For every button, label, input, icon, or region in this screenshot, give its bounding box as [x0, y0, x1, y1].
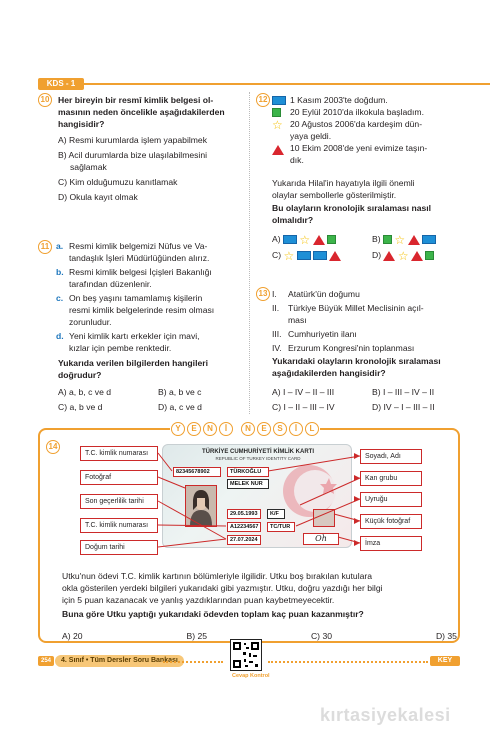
q12-option-a[interactable]: A) ☆ [272, 233, 372, 245]
left-label-1: T.C. kimlik numarası [80, 446, 158, 461]
q14-option-d[interactable]: D) 35 [435, 631, 457, 641]
banner-char: E [187, 422, 201, 436]
q12-event-4: 10 Ekim 2008'de yeni evimize taşın- dık. [272, 142, 472, 166]
qr-code-icon[interactable] [230, 639, 262, 671]
q11-option-a[interactable]: A) a, b, c ve d [58, 387, 112, 397]
q12-intro: Yukarıda Hilal'in hayatıyla ilgili önemli olaylar sembollerle gösterilmiştir. [272, 178, 415, 200]
banner-char: E [257, 422, 271, 436]
q13-option-d[interactable]: D) IV – I – III – II [372, 402, 435, 412]
question-number-13: 13 [256, 287, 270, 301]
section-tag: KDS - 1 [38, 78, 84, 90]
q10-option-d[interactable]: D) Okula kayıt olmak [58, 192, 138, 202]
q12-event-1: 1 Kasım 2003'te doğdum. [272, 94, 472, 106]
banner-char: Y [171, 422, 185, 436]
left-label-3: Son geçerlilik tarihi [80, 494, 158, 509]
q13-item-1: I. Atatürk'ün doğumu [272, 289, 360, 299]
q12-event-3: ☆ 20 Ağustos 2006'da kardeşim dün- yaya geldi. [272, 117, 423, 141]
q14-text: Utku'nun ödevi T.C. kimlik kartının bölümleriyle ilgilidir. Utku boş bırakılan kutulara oklа gösterilen yerdeki bilgileri yukarıdaki gibi yazmıştır. Utku, doğru yazdığı her bilgi için 5 puan kazanacak ve yanlış yazdıklarından puan kaybetmeyecektir. [62, 571, 383, 605]
q12-option-c[interactable]: C) ☆ [272, 249, 372, 261]
q14-option-a[interactable]: A) 20 [62, 631, 83, 641]
q14-option-b[interactable]: B) 25 [186, 631, 208, 641]
q13-item-2: II. Türkiye Büyük Millet Meclisinin açıl- ması [272, 303, 424, 325]
card-sex: K/F [267, 509, 285, 519]
card-subtitle: REPUBLIC OF TURKEY IDENTITY CARD [215, 456, 301, 461]
q10-option-b-cont: sağlamak [70, 162, 107, 172]
qr-label: Cevap Kontrol [232, 673, 270, 679]
right-label-2: Kan grubu [360, 471, 422, 486]
q13-option-a[interactable]: A) I – IV – II – III [272, 387, 335, 397]
q10-option-a[interactable]: A) Resmi kurumlarda işlem yapabilmek [58, 135, 208, 145]
left-label-5: Doğum tarihi [80, 540, 158, 555]
footer-dots-left [163, 661, 223, 663]
q13-question: Yukarıdaki olayların kronolojik sıralaması aşağıdakilerden hangisidir? [272, 356, 441, 378]
q14-question: Buna göre Utku yaptığı yukarıdaki ödevden toplam kaç puan kazanmıştır? [62, 609, 364, 619]
q11-option-d[interactable]: D) a, c ve d [158, 402, 202, 412]
q11-item-c: c. On beş yaşını tamamlamış kişilerin resmi kimlik belgelerinde resim olması zorunludur. [56, 293, 215, 327]
book-title: 4. Sınıf • Tüm Dersler Soru Bankası [55, 655, 184, 667]
star-icon: ☆ [283, 248, 295, 263]
right-label-4: Küçük fotoğraf [360, 514, 422, 529]
star-icon: ☆ [394, 232, 406, 247]
card-serial: A12234567 [227, 522, 261, 532]
question-number-11: 11 [38, 240, 52, 254]
q14-option-c[interactable]: C) 30 [310, 631, 332, 641]
q11-option-b[interactable]: B) a, b ve c [158, 387, 202, 397]
right-label-1: Soyadı, Adı [360, 449, 422, 464]
banner-char: N [203, 422, 217, 436]
card-name: MELEK NUR [227, 479, 269, 489]
footer-dots-right [268, 661, 428, 663]
card-surname: TÜRKOĞLU [227, 467, 269, 477]
left-label-4: T.C. kimlik numarası [80, 518, 158, 533]
q12-option-d[interactable]: D) ☆ [372, 249, 472, 261]
card-expiry: 27.07.2024 [227, 535, 261, 545]
q10-option-b[interactable]: B) Acil durumlarda bize ulaşılabilmesini [58, 150, 208, 160]
q13-option-b[interactable]: B) I – III – IV – II [372, 387, 435, 397]
q11-option-c[interactable]: C) a, b ve d [58, 402, 103, 412]
question-number-12: 12 [256, 93, 270, 107]
card-id-number: 82345678902 [173, 467, 221, 477]
q13-item-4: IV. Erzurum Kongresi'nin toplanması [272, 343, 415, 353]
q12-question: Bu olayların kronolojik sıralaması nasıl olmalıdır? [272, 203, 432, 225]
key-badge: KEY [430, 656, 460, 666]
card-title: TÜRKİYE CUMHURİYETİ KİMLİK KARTI [202, 449, 314, 455]
card-nationality: TC/TUR [267, 522, 295, 532]
page-number: 254 [38, 656, 54, 666]
left-label-2: Fotoğraf [80, 470, 158, 485]
q11-question: Yukarıda verilen bilgilerden hangileri doğrudur? [58, 358, 208, 380]
star-icon: ☆ [397, 248, 409, 263]
q10-question: Her bireyin bir resmî kimlik belgesi ol- masının neden öncelikle aşağıdakilerden hangisidir? [58, 95, 225, 129]
watermark-logo: kırtasiyekalesi [320, 705, 451, 725]
banner-char: L [305, 422, 319, 436]
star-icon: ☆ [299, 232, 311, 247]
star-icon: ☆ [272, 117, 283, 132]
right-label-3: Uyruğu [360, 492, 422, 507]
question-number-10: 10 [38, 93, 52, 107]
q11-item-b: b. Resmi kimlik belgesi İçişleri Bakanlığı tarafından düzenlenir. [56, 267, 212, 289]
card-birth-date: 29.05.1993 [227, 509, 261, 519]
q12-event-2: 20 Eylül 2010'da ilkokula başladım. [272, 106, 472, 118]
q10-option-c[interactable]: C) Kim olduğumuzu kanıtlamak [58, 177, 178, 187]
q13-item-3: III. Cumhuriyetin ilanı [272, 329, 357, 339]
right-label-5: İmza [360, 536, 422, 551]
card-signature: Oh [303, 533, 339, 545]
banner-char: N [241, 422, 255, 436]
banner-char: İ [219, 422, 233, 436]
q11-item-a: a. Resmi kimlik belgemizi Nüfus ve Va- tandaşlık İşleri Müdürlüğünden alırız. [56, 241, 210, 263]
q13-option-c[interactable]: C) I – II – III – IV [272, 402, 335, 412]
banner-char: S [273, 422, 287, 436]
q12-option-b[interactable]: B) ☆ [372, 233, 472, 245]
banner-char: İ [289, 422, 303, 436]
question-number-14: 14 [46, 440, 60, 454]
q11-item-d: d. Yeni kimlik kartı erkekler için mavi, kızlar için pembe renktedir. [56, 331, 200, 353]
